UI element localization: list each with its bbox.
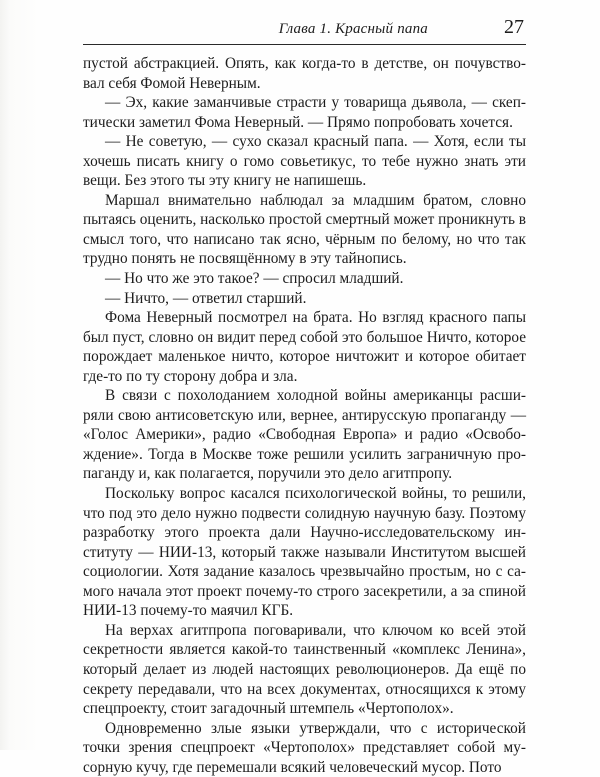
paragraph-1: пустой абстракцией. Опять, как когда-то в детстве, он почувствовал себя Фомой Неверным.: [83, 55, 526, 92]
header-rule: [83, 44, 526, 45]
paragraph-2: — Эх, какие заманчивые страсти у товарища дьявола, — скептически заметил Фома Неверный. — Прямо попробовать хочется.: [83, 94, 526, 131]
chapter-title: Глава 1. Красный папа: [278, 21, 428, 37]
running-header: [83, 14, 526, 46]
page-number: 27: [504, 16, 524, 38]
paragraph-3: — Не советую, — сухо сказал красный папа. — Хотя, если ты хочешь писать книгу о гомо совьетикус, то тебе нужно знать эти вещи. Без этого ты эту книгу не напишешь.: [83, 133, 526, 190]
paragraph-8: В связи с похолоданием холодной войны американцы расширяли свою антисоветскую или, вернее, антирусскую пропаганду — «Голос Америки», радио «Свободная Европа» и радио «Освобождение». Тогда в Москве тоже решили усилить заграничную пропаганду и, как полагается, поручили это дело агитпропу.: [83, 387, 526, 483]
paragraph-7: Фома Неверный посмотрел на брата. Но взгляд красного папы был пуст, словно он видит перед собой это большое Ничто, которое порождает маленькое ничто, которое ничтожит и которое обитает где-то по ту сторону добра и зла.: [83, 309, 526, 385]
paragraph-4: Маршал внимательно наблюдал за младшим братом, словно пытаясь оценить, насколько простой смертный может проникнуть в смысл того, что написано так ясно, чёрным по белому, но что так трудно понять не посвящённому в эту тайнопись.: [83, 191, 526, 268]
paragraph-10: На верхах агитпропа поговаривали, что ключом ко всей этой секретности является какой-то таинственный «комплекс Ленина», который делает из людей настоящих революционеров. Да ещё по секрету передавали, что на всех документах, относящихся к этому спецпроекту, стоит загадочный штемпель «Чертополох».: [83, 621, 526, 718]
body-text: [83, 54, 526, 776]
paragraph-9: Поскольку вопрос касался психологической войны, то решили, что под это дело нужно подвести солидную научную базу. Поэтому разработку этого проекта дали Научно-исследовательскому институту — НИИ-13, который также называли Институтом высшей социологии. Хотя задание казалось чрезвычайно простым, но с самого начала этот проект почему-то строго засекретили, а за спиной НИИ-13 почему-то маячил КГБ.: [83, 485, 526, 620]
paragraph-5: — Но что же это такое? — спросил младший.: [105, 270, 404, 288]
paragraph-11: Одновременно злые языки утверждали, что с исторической точки зрения спецпроект «Чертополох» представляет собой мусорную кучу, где перемешали всякий человеческий мусор. Пото: [83, 719, 526, 776]
paragraph-6: — Ничто, — ответил старший.: [105, 289, 307, 307]
